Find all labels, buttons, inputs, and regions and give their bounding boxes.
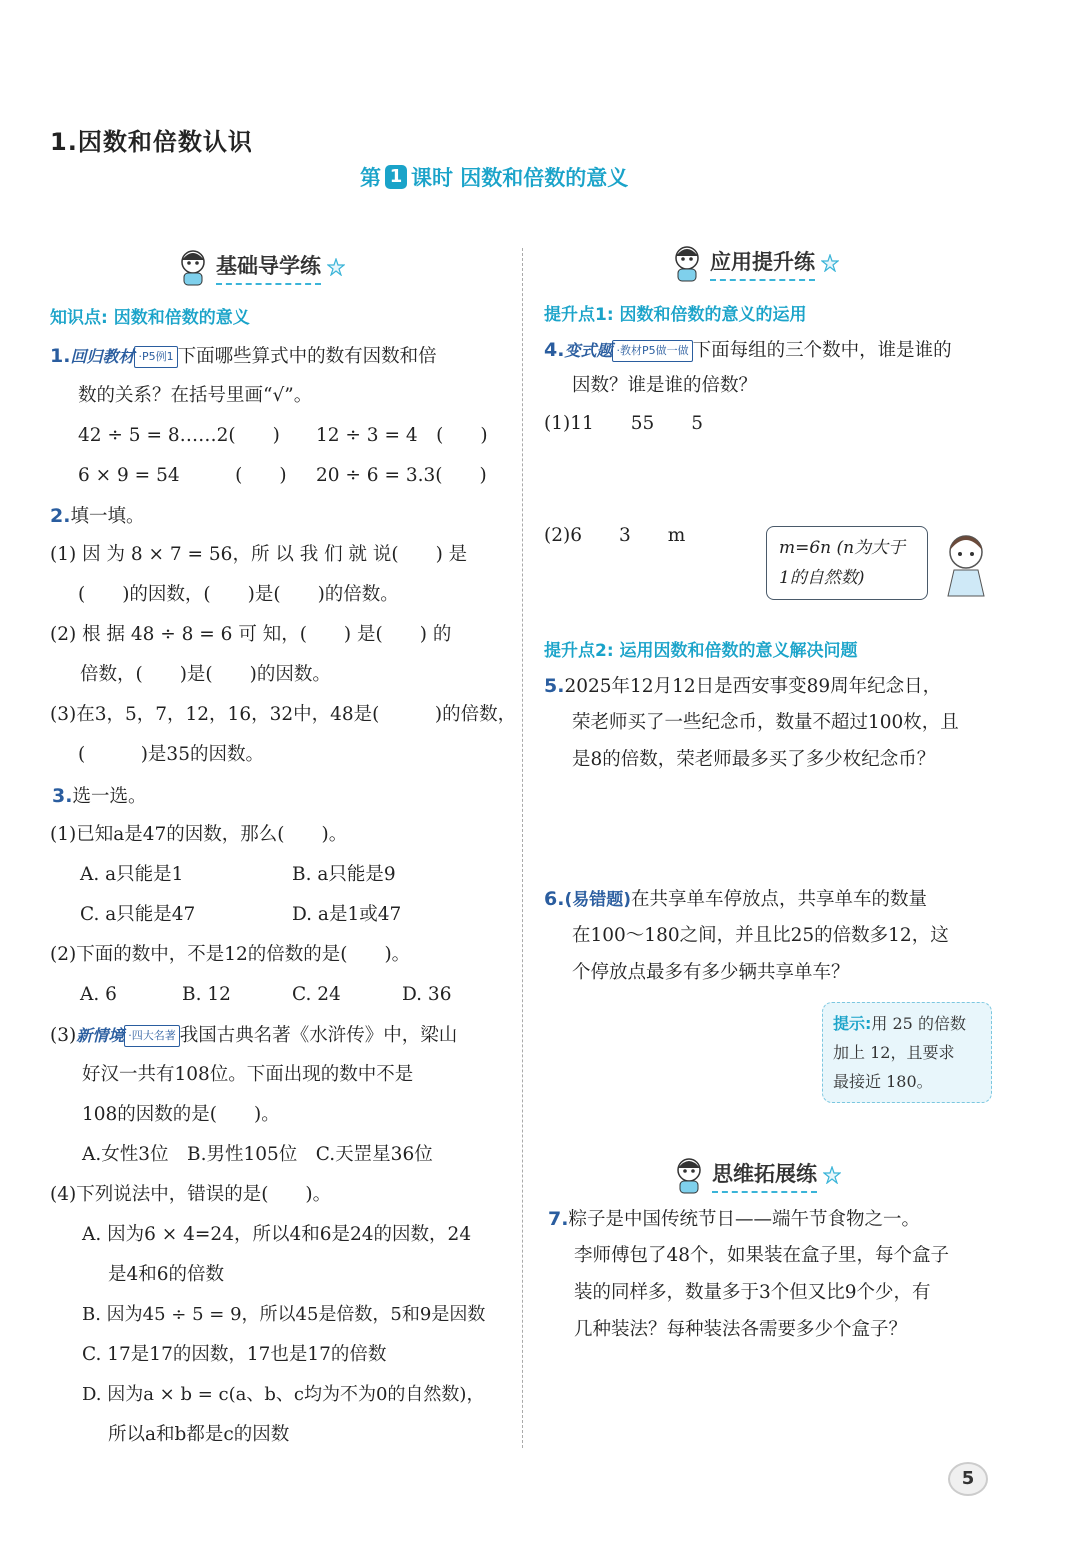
q3-p3-tag-sub: ·四大名著 [124,1025,180,1047]
q2-number: 2. [50,505,71,527]
mascot-boy-icon [670,244,704,282]
mascot-boy-icon [672,1156,706,1194]
improve-point-2: 提升点2: 运用因数和倍数的意义解决问题 [544,641,858,661]
q1-number: 1. [50,345,71,367]
q3-p3-text3: 108的因数的是( )。 [82,1104,280,1125]
q3-p1-option-c: C. a只能是47 [80,904,196,925]
q3-p2-option-d: D. 36 [402,984,452,1005]
star-icon [821,254,839,272]
hint-text1: 用 25 的倍数 [871,1014,966,1033]
q6-number: 6. [544,888,565,910]
q2-line4: 倍数，( )是( )的因数。 [80,664,331,685]
chapter-title: 1.因数和倍数认识 [50,128,253,156]
q3-p2-option-b: B. 12 [182,984,231,1005]
q7-number: 7. [548,1208,569,1230]
section-basic [176,248,345,286]
lesson-title [360,162,628,192]
q5-text3: 是8的倍数，荣老师最多买了多少枚纪念币？ [572,749,936,770]
bubble-line2: 1的自然数) [779,568,865,588]
improve-point-1: 提升点1: 因数和倍数的意义的运用 [544,305,807,325]
q3-p1-option-b: B. a只能是9 [292,864,396,885]
q3-p4-option-a2: 是4和6的倍数 [108,1264,225,1285]
q2-title: 填一填。 [70,506,145,527]
q3-p4-option-d1: D. 因为a × b = c(a、b、c均为不为0的自然数)， [82,1384,485,1405]
q3-p4-option-c: C. 17是17的因数，17也是17的倍数 [82,1344,387,1365]
q3-p2-option-a: A. 6 [80,984,117,1005]
q1-tag-sub: ·P5例1 [134,346,177,368]
q1-text1: 下面哪些算式中的数有因数和倍 [177,346,437,367]
q5-text1: 2025年12月12日是西安事变89周年纪念日， [564,676,942,697]
section-basic-title: 基础导学练 [216,250,321,285]
hint-line2: 加上 12，且要求 [833,1043,955,1062]
star-icon [823,1166,841,1184]
q5-line1 [544,676,941,697]
q2-line5: (3)在3，5，7，12，16，32中，48是( )的倍数， [50,704,517,725]
q3-p3-prefix: (3) [50,1025,77,1046]
q4-number: 4. [544,339,565,361]
q7-text1: 粽子是中国传统节日——端午节食物之一。 [568,1209,920,1230]
q1-eq2: 12 ÷ 3 = 4 ( ) [316,425,488,446]
column-divider [522,248,523,1448]
bubble-line1: m=6n (n为大于 [779,538,906,558]
q4-tag-sub: ·教材P5做一做 [612,340,692,362]
q4-tag: 变式题 [564,341,613,360]
q4-group2: (2)6 3 m [544,525,686,546]
q3-p3-text1: 我国古典名著《水浒传》中，梁山 [179,1025,458,1046]
q3-p4-option-d2: 所以a和b都是c的因数 [108,1424,290,1445]
q6-tag: (易错题) [564,890,631,910]
q4-text1: 下面每组的三个数中，谁是谁的 [692,340,952,361]
q3-title: 选一选。 [72,786,147,807]
q3-p1: (1)已知a是47的因数，那么( )。 [50,824,348,845]
q3-p3-tag: 新情境 [76,1026,125,1045]
q3-p3-options: A.女性3位 B.男性105位 C.天罡星36位 [82,1144,433,1165]
q3-p4-option-b: B. 因为45 ÷ 5 = 9，所以45是倍数，5和9是因数 [82,1304,486,1325]
hint-bubble [766,526,928,600]
q2-line6: ( )是35的因数。 [78,744,264,765]
q7-text2: 李师傅包了48个，如果装在盒子里，每个盒子 [574,1245,950,1266]
q3-number: 3. [52,785,73,807]
q2-line1: (1) 因 为 8 × 7 = 56，所 以 我 们 就 说( ) 是 [50,544,468,565]
section-thinking [672,1156,841,1194]
q6-text2: 在100～180之间，并且比25的倍数多12，这 [572,925,949,946]
q7-text3: 装的同样多，数量多于3个但又比9个少，有 [574,1282,931,1303]
q4-group1: (1)11 55 5 [544,413,704,434]
q3-p2-option-c: C. 24 [292,984,341,1005]
mascot-girl-icon [938,528,994,600]
hint-box [822,1002,992,1103]
lesson-prefix: 第 [360,166,381,190]
q1-text2: 数的关系？在括号里画“√”。 [78,385,313,406]
q3-p2: (2)下面的数中，不是12的倍数的是( )。 [50,944,411,965]
mascot-boy-icon [176,248,210,286]
lesson-number: 1 [385,165,407,189]
q6-text1: 在共享单车停放点，共享单车的数量 [631,889,928,910]
q1-eq1: 42 ÷ 5 = 8……2( ) [78,425,280,446]
q2-line2: ( )的因数，( )是( )的倍数。 [78,584,399,605]
q6-line1 [544,889,927,910]
q7-text4: 几种装法？每种装法各需要多少个盒子？ [574,1319,908,1340]
q2-line3: (2) 根 据 48 ÷ 8 = 6 可 知，( ) 是( ) 的 [50,624,452,645]
q1-tag: 回归教材 [70,347,135,366]
q2-title-line [50,506,144,527]
lesson-suffix: 课时 因数和倍数的意义 [411,166,629,190]
hint-line3: 最接近 180。 [833,1072,933,1091]
q6-text3: 个停放点最多有多少辆共享单车？ [572,962,850,983]
knowledge-point: 知识点: 因数和倍数的意义 [50,308,250,328]
hint-line1 [833,1009,981,1038]
q1-eq3: 6 × 9 = 54 ( ) [78,465,287,486]
section-application-title: 应用提升练 [710,246,815,281]
q3-title-line [52,786,146,807]
section-application [670,244,839,282]
section-thinking-title: 思维拓展练 [712,1158,817,1193]
q1-eq4: 20 ÷ 6 = 3.3( ) [316,465,487,486]
q3-p3-text2: 好汉一共有108位。下面出现的数中不是 [82,1064,414,1085]
q3-p4-option-a1: A. 因为6 × 4=24，所以4和6是24的因数，24 [82,1224,472,1245]
star-icon [327,258,345,276]
q3-p3-line1 [50,1025,457,1047]
q3-p4: (4)下列说法中，错误的是( )。 [50,1184,332,1205]
page-number: 5 [948,1462,988,1496]
q4-line1 [544,340,952,362]
q5-number: 5. [544,675,565,697]
q3-p1-option-a: A. a只能是1 [80,864,184,885]
q7-line1 [548,1209,920,1230]
q3-p1-option-d: D. a是1或47 [292,904,402,925]
q1-line1 [50,346,437,368]
q4-text2: 因数？谁是谁的倍数？ [572,375,758,396]
hint-label: 提示: [833,1014,872,1033]
q5-text2: 荣老师买了一些纪念币，数量不超过100枚，且 [572,712,959,733]
